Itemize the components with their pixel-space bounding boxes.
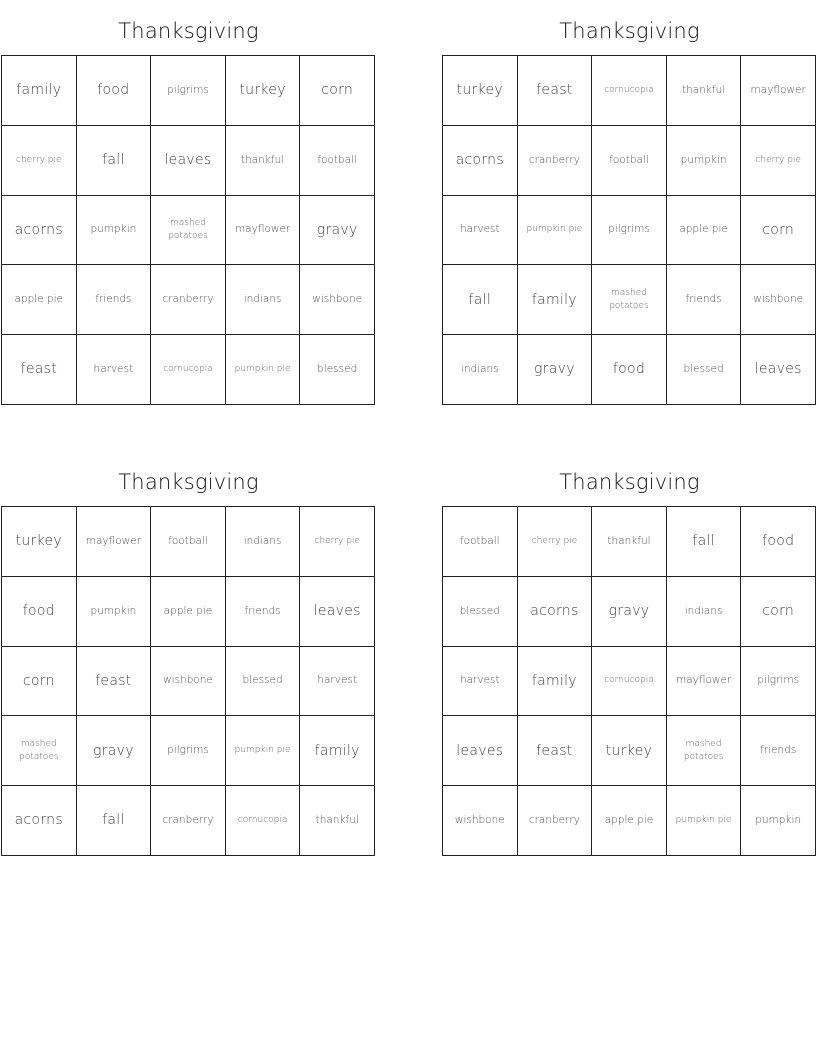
bingo-cell: mashed potatoes — [592, 265, 667, 335]
bingo-cell: acorns — [518, 577, 593, 647]
bingo-cell: pumpkin — [77, 577, 152, 647]
bingo-cell: blessed — [667, 335, 742, 405]
bingo-cell: thankful — [226, 126, 301, 196]
bingo-cell: mayflower — [77, 507, 152, 577]
bingo-cell: pilgrims — [151, 716, 226, 786]
bingo-cell: blessed — [443, 577, 518, 647]
bingo-cell: blessed — [300, 335, 375, 405]
bingo-cell: fall — [77, 786, 152, 856]
bingo-cell: gravy — [77, 716, 152, 786]
bingo-cell: food — [592, 335, 667, 405]
bingo-cell: indians — [443, 335, 518, 405]
bingo-grid — [442, 506, 816, 856]
bingo-grid — [442, 55, 816, 405]
card-title: Thanksgiving — [118, 470, 259, 494]
bingo-cell: harvest — [443, 647, 518, 717]
bingo-cell: cranberry — [518, 126, 593, 196]
bingo-cell: cornucopia — [226, 786, 301, 856]
bingo-cell: family — [2, 56, 77, 126]
bingo-cell: wishbone — [443, 786, 518, 856]
bingo-cell: cherry pie — [2, 126, 77, 196]
bingo-cell: pilgrims — [151, 56, 226, 126]
bingo-cell: corn — [300, 56, 375, 126]
bingo-cell: apple pie — [151, 577, 226, 647]
bingo-cell: leaves — [151, 126, 226, 196]
bingo-cell: thankful — [300, 786, 375, 856]
bingo-cell: football — [592, 126, 667, 196]
bingo-cell: turkey — [226, 56, 301, 126]
bingo-cell: mayflower — [667, 647, 742, 717]
bingo-cell: corn — [741, 577, 816, 647]
bingo-cell: pumpkin pie — [226, 335, 301, 405]
bingo-cell: harvest — [300, 647, 375, 717]
bingo-cell: harvest — [443, 196, 518, 266]
bingo-cell: blessed — [226, 647, 301, 717]
bingo-cell: football — [443, 507, 518, 577]
bingo-cell: football — [300, 126, 375, 196]
bingo-cell: indians — [226, 265, 301, 335]
bingo-cell: mashed potatoes — [151, 196, 226, 266]
bingo-cell: corn — [741, 196, 816, 266]
bingo-cell: pilgrims — [592, 196, 667, 266]
bingo-cell: leaves — [300, 577, 375, 647]
bingo-cell: apple pie — [2, 265, 77, 335]
bingo-cell: fall — [443, 265, 518, 335]
bingo-cell: cornucopia — [151, 335, 226, 405]
bingo-cell: acorns — [443, 126, 518, 196]
bingo-cell: football — [151, 507, 226, 577]
bingo-cell: leaves — [443, 716, 518, 786]
bingo-cell: pumpkin — [667, 126, 742, 196]
bingo-cell: acorns — [2, 196, 77, 266]
bingo-cell: feast — [77, 647, 152, 717]
bingo-cell: food — [77, 56, 152, 126]
bingo-cell: gravy — [592, 577, 667, 647]
bingo-cell: friends — [77, 265, 152, 335]
bingo-cell: cherry pie — [300, 507, 375, 577]
bingo-cell: feast — [518, 56, 593, 126]
bingo-cell: feast — [2, 335, 77, 405]
bingo-cell: gravy — [300, 196, 375, 266]
bingo-cell: pumpkin pie — [667, 786, 742, 856]
bingo-cell: pumpkin — [741, 786, 816, 856]
bingo-grid — [1, 55, 375, 405]
bingo-cell: family — [518, 647, 593, 717]
bingo-cell: thankful — [592, 507, 667, 577]
bingo-cell: indians — [667, 577, 742, 647]
bingo-cell: apple pie — [667, 196, 742, 266]
bingo-cell: cranberry — [151, 265, 226, 335]
bingo-cell: corn — [2, 647, 77, 717]
bingo-cell: food — [741, 507, 816, 577]
bingo-cell: gravy — [518, 335, 593, 405]
bingo-cell: mayflower — [741, 56, 816, 126]
bingo-cell: pumpkin pie — [518, 196, 593, 266]
bingo-cell: friends — [667, 265, 742, 335]
bingo-cell: wishbone — [300, 265, 375, 335]
card-title: Thanksgiving — [118, 19, 259, 43]
bingo-cell: food — [2, 577, 77, 647]
bingo-cell: acorns — [2, 786, 77, 856]
bingo-cell: leaves — [741, 335, 816, 405]
bingo-cell: pilgrims — [741, 647, 816, 717]
bingo-cell: fall — [77, 126, 152, 196]
bingo-cell: turkey — [592, 716, 667, 786]
bingo-cell: turkey — [2, 507, 77, 577]
bingo-cell: pumpkin pie — [226, 716, 301, 786]
bingo-cell: thankful — [667, 56, 742, 126]
bingo-cell: apple pie — [592, 786, 667, 856]
bingo-cell: mashed potatoes — [2, 716, 77, 786]
bingo-cell: cranberry — [518, 786, 593, 856]
bingo-cell: family — [518, 265, 593, 335]
bingo-cell: cornucopia — [592, 647, 667, 717]
bingo-cell: mashed potatoes — [667, 716, 742, 786]
bingo-grid — [1, 506, 375, 856]
bingo-cell: friends — [226, 577, 301, 647]
bingo-cell: cherry pie — [518, 507, 593, 577]
bingo-cell: harvest — [77, 335, 152, 405]
card-title: Thanksgiving — [559, 470, 700, 494]
bingo-cell: wishbone — [151, 647, 226, 717]
bingo-cell: indians — [226, 507, 301, 577]
bingo-cell: fall — [667, 507, 742, 577]
bingo-cell: pumpkin — [77, 196, 152, 266]
bingo-cell: cherry pie — [741, 126, 816, 196]
bingo-cell: feast — [518, 716, 593, 786]
bingo-cell: cranberry — [151, 786, 226, 856]
bingo-cell: wishbone — [741, 265, 816, 335]
bingo-cell: mayflower — [226, 196, 301, 266]
bingo-cell: cornucopia — [592, 56, 667, 126]
bingo-cell: friends — [741, 716, 816, 786]
bingo-cell: turkey — [443, 56, 518, 126]
card-title: Thanksgiving — [559, 19, 700, 43]
bingo-cell: family — [300, 716, 375, 786]
